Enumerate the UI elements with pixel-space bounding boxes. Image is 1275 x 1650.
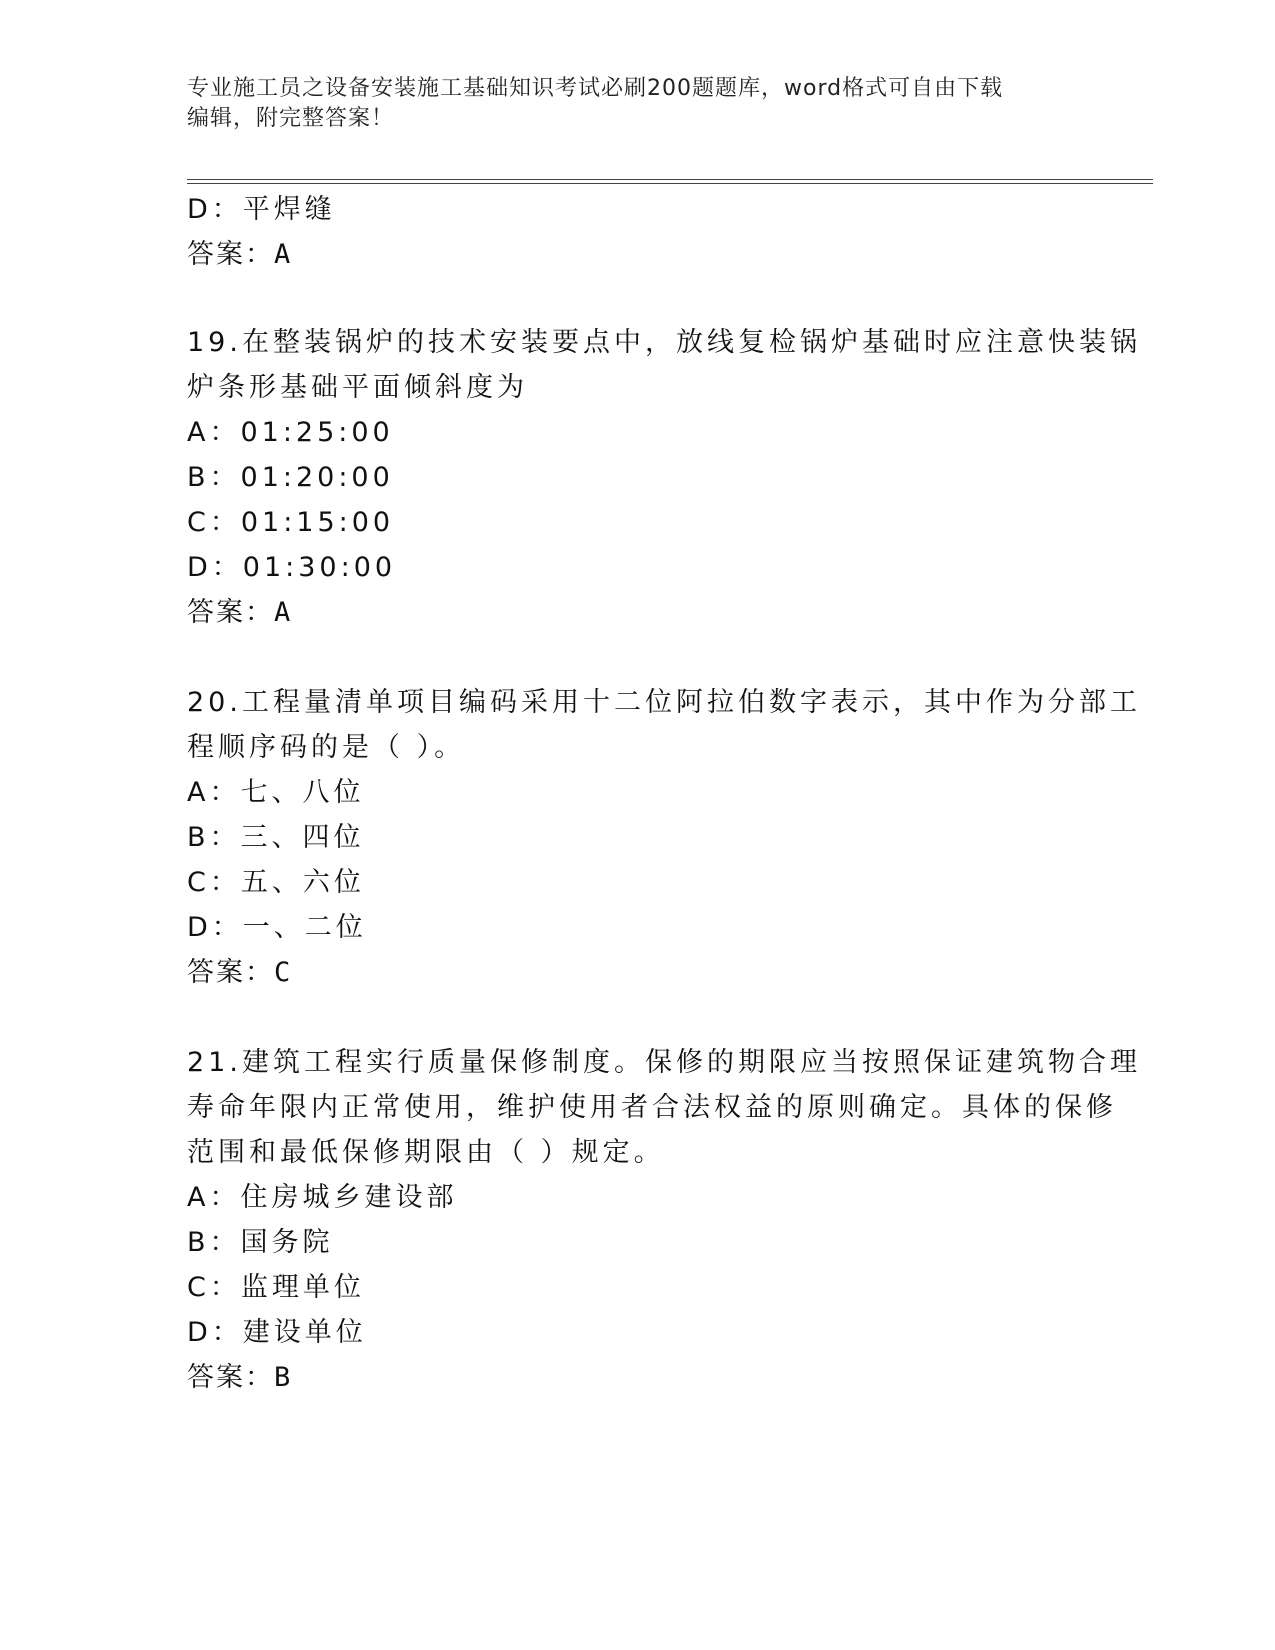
question-text-line: 19.在整装锅炉的技术安装要点中，放线复检锅炉基础时应注意快装锅 (187, 327, 1141, 358)
option-c: C：01:15:00 (187, 507, 395, 538)
header-line-2: 编辑，附完整答案！ (187, 106, 395, 131)
document-header (187, 74, 1087, 134)
option-a: A：住房城乡建设部 (187, 1182, 458, 1213)
answer-label: 答案： (187, 239, 274, 270)
question-text-line: 寿命年限内正常使用，维护使用者合法权益的原则确定。具体的保修 (187, 1092, 1117, 1123)
option-d: D：建设单位 (187, 1317, 367, 1348)
answer (187, 1360, 292, 1396)
question-text-line: 21.建筑工程实行质量保修制度。保修的期限应当按照保证建筑物合理 (187, 1047, 1141, 1078)
question-text-line: 范围和最低保修期限由（ ）规定。 (187, 1137, 665, 1168)
prev-answer (187, 237, 292, 273)
option-a: A：01:25:00 (187, 417, 394, 448)
header-divider-bottom (187, 183, 1153, 184)
question-text-line: 20.工程量清单项目编码采用十二位阿拉伯数字表示，其中作为分部工 (187, 687, 1141, 718)
answer-value: B (274, 1362, 293, 1393)
header-divider-top (187, 179, 1153, 180)
option-b: B：国务院 (187, 1227, 334, 1258)
option-a: A：七、八位 (187, 777, 365, 808)
prev-option-d: D：平焊缝 (187, 194, 336, 225)
option-b: B：三、四位 (187, 822, 365, 853)
option-d: D：一、二位 (187, 912, 367, 943)
answer-label: 答案： (187, 957, 274, 988)
answer-value: A (274, 239, 293, 270)
answer-value: C (274, 957, 293, 988)
answer (187, 955, 292, 991)
question-text-line: 程顺序码的是（ ）。 (187, 732, 466, 763)
header-line-1: 专业施工员之设备安装施工基础知识考试必刷200题题库，word格式可自由下载 (187, 76, 1004, 101)
answer-value: A (274, 597, 293, 628)
answer-label: 答案： (187, 1362, 274, 1393)
answer-label: 答案： (187, 597, 274, 628)
option-b: B：01:20:00 (187, 462, 394, 493)
question-text-line: 炉条形基础平面倾斜度为 (187, 372, 528, 403)
option-d: D：01:30:00 (187, 552, 397, 583)
option-c: C：五、六位 (187, 867, 365, 898)
option-c: C：监理单位 (187, 1272, 365, 1303)
answer (187, 595, 292, 631)
